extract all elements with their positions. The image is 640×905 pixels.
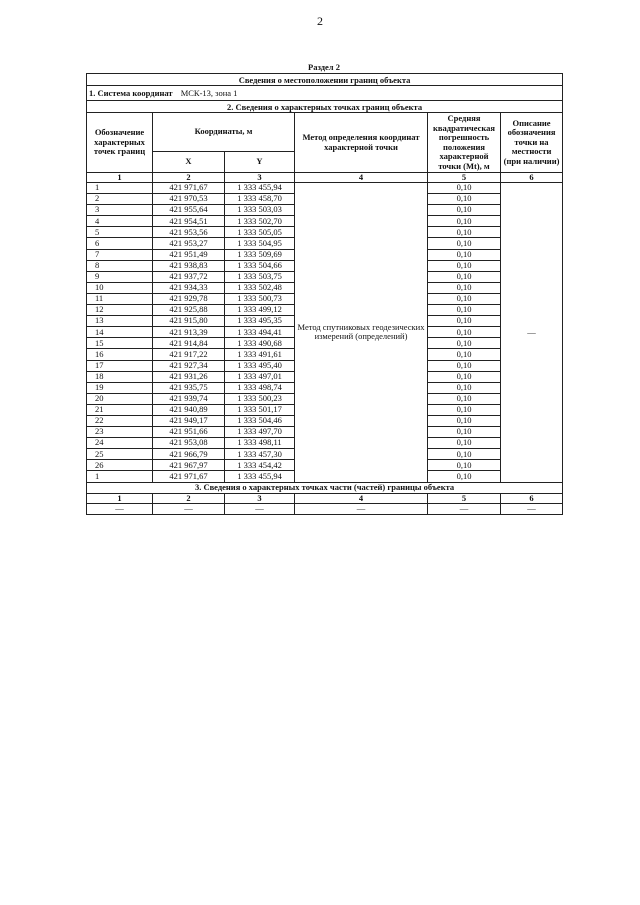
column-number: 2 [153, 173, 225, 183]
coord-y: 1 333 504,66 [225, 260, 295, 271]
error-value: 0,10 [428, 349, 501, 360]
empty-cell: — [87, 503, 153, 514]
table-row [87, 183, 563, 194]
point-number: 3 [87, 205, 153, 216]
coord-y: 1 333 504,95 [225, 238, 295, 249]
point-number: 1 [87, 471, 153, 482]
column-number: 5 [428, 493, 501, 503]
empty-cell: — [428, 503, 501, 514]
coord-x: 421 929,78 [153, 293, 225, 304]
coord-x: 421 971,67 [153, 183, 225, 194]
coord-x: 421 939,74 [153, 393, 225, 404]
error-value: 0,10 [428, 393, 501, 404]
empty-cell: — [295, 503, 428, 514]
coord-y: 1 333 499,12 [225, 305, 295, 316]
coord-y: 1 333 491,61 [225, 349, 295, 360]
error-value: 0,10 [428, 305, 501, 316]
column-number: 6 [501, 173, 563, 183]
point-number: 25 [87, 449, 153, 460]
table-row [87, 503, 563, 514]
coord-x: 421 914,84 [153, 338, 225, 349]
part3-title: 3. Сведения о характерных точках части (частей) границы объекта [87, 482, 563, 493]
coord-system-value: МСК-13, зона 1 [180, 88, 238, 98]
coord-x: 421 917,22 [153, 349, 225, 360]
column-number: 3 [225, 493, 295, 503]
coord-y: 1 333 495,35 [225, 316, 295, 327]
error-value: 0,10 [428, 249, 501, 260]
point-number: 5 [87, 227, 153, 238]
error-value: 0,10 [428, 271, 501, 282]
point-number: 15 [87, 338, 153, 349]
error-value: 0,10 [428, 460, 501, 471]
point-number: 1 [87, 183, 153, 194]
error-value: 0,10 [428, 449, 501, 460]
coord-x: 421 953,08 [153, 438, 225, 449]
coord-x: 421 949,17 [153, 415, 225, 426]
column-number: 4 [295, 493, 428, 503]
error-value: 0,10 [428, 282, 501, 293]
header-error: Средняя квадратическая погрешность положения характерной точки (Mt), м [428, 113, 501, 173]
coord-y: 1 333 498,11 [225, 438, 295, 449]
point-number: 10 [87, 282, 153, 293]
coord-y: 1 333 457,30 [225, 449, 295, 460]
error-value: 0,10 [428, 415, 501, 426]
column-number: 6 [501, 493, 563, 503]
header-method: Метод определения координат характерной точки [295, 113, 428, 173]
column-number: 3 [225, 173, 295, 183]
header-description: Описание обозначения точки на местности (при наличии) [501, 113, 563, 173]
point-number: 11 [87, 293, 153, 304]
error-value: 0,10 [428, 471, 501, 482]
coord-x: 421 938,83 [153, 260, 225, 271]
column-number: 1 [87, 493, 153, 503]
coord-x: 421 915,80 [153, 316, 225, 327]
point-number: 9 [87, 271, 153, 282]
point-number: 16 [87, 349, 153, 360]
error-value: 0,10 [428, 216, 501, 227]
error-value: 0,10 [428, 205, 501, 216]
empty-cell: — [225, 503, 295, 514]
coord-x: 421 937,72 [153, 271, 225, 282]
coord-x: 421 935,75 [153, 382, 225, 393]
point-number: 17 [87, 360, 153, 371]
part3-column-numbers-row [87, 493, 563, 503]
coord-x: 421 951,49 [153, 249, 225, 260]
error-value: 0,10 [428, 338, 501, 349]
coord-x: 421 966,79 [153, 449, 225, 460]
coord-y: 1 333 504,46 [225, 415, 295, 426]
coord-y: 1 333 501,17 [225, 404, 295, 415]
coord-x: 421 925,88 [153, 305, 225, 316]
header-point: Обозначение характерных точек границ [87, 113, 153, 173]
coord-y: 1 333 490,68 [225, 338, 295, 349]
coord-y: 1 333 454,42 [225, 460, 295, 471]
coord-x: 421 913,39 [153, 327, 225, 338]
point-number: 23 [87, 427, 153, 438]
coord-x: 421 954,51 [153, 216, 225, 227]
coord-y: 1 333 500,23 [225, 393, 295, 404]
point-number: 22 [87, 415, 153, 426]
coord-x: 421 931,26 [153, 371, 225, 382]
coord-x: 421 955,64 [153, 205, 225, 216]
column-number: 2 [153, 493, 225, 503]
coord-y: 1 333 503,03 [225, 205, 295, 216]
point-number: 4 [87, 216, 153, 227]
column-numbers-row [87, 173, 563, 183]
method-cell: Метод спутниковых геодезических измерений (определений) [295, 183, 428, 483]
error-value: 0,10 [428, 194, 501, 205]
coord-y: 1 333 509,69 [225, 249, 295, 260]
coord-system-row [87, 86, 563, 101]
point-number: 8 [87, 260, 153, 271]
point-number: 13 [87, 316, 153, 327]
error-value: 0,10 [428, 316, 501, 327]
point-number: 21 [87, 404, 153, 415]
coord-y: 1 333 500,73 [225, 293, 295, 304]
coord-y: 1 333 458,70 [225, 194, 295, 205]
error-value: 0,10 [428, 404, 501, 415]
coord-y: 1 333 503,75 [225, 271, 295, 282]
coord-x: 421 934,33 [153, 282, 225, 293]
coord-x: 421 927,34 [153, 360, 225, 371]
point-number: 19 [87, 382, 153, 393]
error-value: 0,10 [428, 327, 501, 338]
point-number: 2 [87, 194, 153, 205]
coord-y: 1 333 498,74 [225, 382, 295, 393]
error-value: 0,10 [428, 438, 501, 449]
error-value: 0,10 [428, 371, 501, 382]
point-number: 14 [87, 327, 153, 338]
page-number: 2 [317, 14, 323, 28]
empty-cell: — [501, 503, 563, 514]
header-coords: Координаты, м [153, 113, 295, 152]
coord-y: 1 333 505,05 [225, 227, 295, 238]
point-number: 20 [87, 393, 153, 404]
coord-x: 421 951,66 [153, 427, 225, 438]
point-number: 18 [87, 371, 153, 382]
point-number: 12 [87, 305, 153, 316]
coord-y: 1 333 495,40 [225, 360, 295, 371]
error-value: 0,10 [428, 183, 501, 194]
error-value: 0,10 [428, 427, 501, 438]
document-body [86, 62, 562, 515]
point-number: 7 [87, 249, 153, 260]
empty-cell: — [153, 503, 225, 514]
coord-system-label: 1. Система координат [89, 88, 173, 98]
section-title: Раздел 2 [308, 62, 340, 72]
column-number: 4 [295, 173, 428, 183]
coord-y: 1 333 497,01 [225, 371, 295, 382]
coord-x: 421 953,27 [153, 238, 225, 249]
section-table [86, 73, 563, 515]
header-y: Y [225, 152, 295, 173]
header-x: X [153, 152, 225, 173]
error-value: 0,10 [428, 293, 501, 304]
point-number: 26 [87, 460, 153, 471]
point-number: 6 [87, 238, 153, 249]
coord-x: 421 967,97 [153, 460, 225, 471]
coord-y: 1 333 502,48 [225, 282, 295, 293]
error-value: 0,10 [428, 360, 501, 371]
coord-x: 421 953,56 [153, 227, 225, 238]
coord-x: 421 940,89 [153, 404, 225, 415]
part2-title: 2. Сведения о характерных точках границ объекта [87, 101, 563, 113]
column-number: 1 [87, 173, 153, 183]
coord-y: 1 333 455,94 [225, 183, 295, 194]
column-number: 5 [428, 173, 501, 183]
error-value: 0,10 [428, 382, 501, 393]
error-value: 0,10 [428, 260, 501, 271]
coord-x: 421 971,67 [153, 471, 225, 482]
coord-y: 1 333 497,70 [225, 427, 295, 438]
coord-y: 1 333 494,41 [225, 327, 295, 338]
error-value: 0,10 [428, 227, 501, 238]
coord-y: 1 333 502,70 [225, 216, 295, 227]
error-value: 0,10 [428, 238, 501, 249]
description-cell: — [501, 183, 563, 483]
point-number: 24 [87, 438, 153, 449]
coord-y: 1 333 455,94 [225, 471, 295, 482]
section-subtitle: Сведения о местоположении границ объекта [87, 74, 563, 86]
coord-x: 421 970,53 [153, 194, 225, 205]
